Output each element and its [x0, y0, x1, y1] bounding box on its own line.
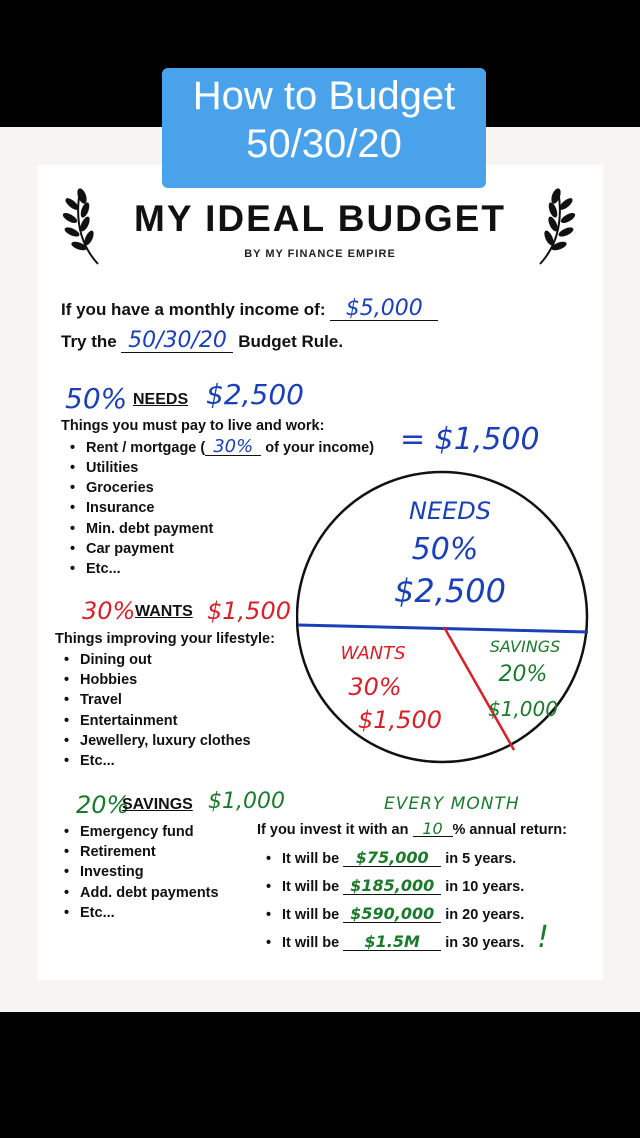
video-title-banner: [162, 68, 486, 188]
wants-description: Things improving your lifestyle:: [55, 631, 275, 647]
needs-heading: NEEDS: [133, 391, 189, 408]
exclamation-mark: !: [537, 920, 550, 955]
pie-needs-divider: [298, 625, 588, 632]
invest-prefix: If you invest it with an: [257, 822, 409, 838]
list-item: • Etc...: [62, 751, 251, 771]
pie-wants-percent: 30%: [348, 673, 402, 701]
list-item: [262, 873, 524, 901]
pie-savings-amount: $1,000: [488, 697, 558, 721]
rent-amount: = $1,500: [400, 422, 540, 457]
pie-savings-percent: 20%: [498, 662, 548, 687]
future-amount: $590,000: [343, 906, 441, 923]
needs-description: Things you must pay to live and work:: [61, 418, 325, 434]
list-item: • Etc...: [68, 559, 213, 579]
list-item: [262, 845, 524, 873]
rule-line: [61, 330, 343, 353]
list-item: • Hobbies: [62, 670, 251, 690]
list-item: • Etc...: [62, 903, 219, 923]
list-item: • Dining out: [62, 650, 251, 670]
savings-heading: SAVINGS: [122, 796, 193, 813]
future-years: in 5 years.: [445, 851, 517, 867]
wants-heading: WANTS: [135, 603, 193, 620]
income-label: If you have a monthly income of:: [61, 300, 326, 319]
banner-line-2: 50/30/20: [246, 122, 402, 166]
rent-prefix: Rent / mortgage (: [86, 440, 206, 456]
savings-amount: $1,000: [208, 789, 285, 814]
it-will-be-label: It will be: [282, 907, 340, 923]
list-item: • Add. debt payments: [62, 883, 219, 903]
list-item: • Investing: [62, 862, 219, 882]
every-month-note: EVERY MONTH: [384, 794, 520, 814]
savings-list: [62, 822, 219, 923]
list-item: • Insurance: [68, 498, 213, 518]
it-will-be-label: It will be: [282, 879, 340, 895]
pie-savings-label: SAVINGS: [489, 637, 561, 656]
list-item: • Min. debt payment: [68, 519, 213, 539]
future-amount: $75,000: [343, 850, 441, 867]
income-value: $5,000: [330, 298, 438, 321]
right-laurel-icon: [528, 186, 580, 266]
list-item: [262, 901, 524, 929]
list-item: • Utilities: [68, 458, 213, 478]
list-item: [262, 929, 524, 957]
rule-prefix: Try the: [61, 332, 117, 351]
list-item: • Retirement: [62, 842, 219, 862]
future-amount: $1.5M: [343, 934, 441, 951]
rent-percent: 30%: [205, 439, 261, 456]
list-item: • Jewellery, luxury clothes: [62, 731, 251, 751]
wants-percent: 30%: [82, 597, 136, 625]
rule-suffix: Budget Rule.: [238, 332, 344, 351]
rule-value: 50/30/20: [121, 330, 233, 353]
banner-line-1: How to Budget: [192, 74, 456, 118]
worksheet-title: MY IDEAL BUDGET: [134, 198, 506, 239]
rent-line: [68, 438, 374, 458]
worksheet-subtitle: BY MY FINANCE EMPIRE: [244, 248, 396, 260]
pie-wants-label: WANTS: [340, 643, 406, 664]
future-years: in 10 years.: [445, 879, 525, 895]
list-item: • Car payment: [68, 539, 213, 559]
needs-percent: 50%: [65, 382, 128, 415]
needs-amount: $2,500: [206, 378, 304, 411]
wants-amount: $1,500: [207, 597, 291, 625]
pie-needs-label: NEEDS: [409, 497, 491, 525]
savings-percent: 20%: [76, 791, 130, 819]
rent-suffix: of your income): [265, 440, 375, 456]
pie-needs-percent: 50%: [411, 532, 479, 567]
left-laurel-icon: [58, 186, 110, 266]
pie-needs-amount: $2,500: [394, 572, 506, 610]
it-will-be-label: It will be: [282, 851, 340, 867]
needs-list: [68, 458, 213, 579]
invest-line: [257, 819, 567, 838]
wants-list: [62, 650, 251, 771]
list-item: • Entertainment: [62, 711, 251, 731]
invest-suffix: % annual return:: [452, 822, 567, 838]
invest-rate: 10: [413, 822, 453, 837]
list-item: • Emergency fund: [62, 822, 219, 842]
future-years: in 30 years.: [445, 935, 525, 951]
income-line: [61, 298, 438, 321]
list-item: • Groceries: [68, 478, 213, 498]
list-item: • Travel: [62, 690, 251, 710]
future-value-list: [262, 845, 524, 957]
it-will-be-label: It will be: [282, 935, 340, 951]
pie-wants-amount: $1,500: [358, 706, 442, 734]
future-amount: $185,000: [343, 878, 441, 895]
future-years: in 20 years.: [445, 907, 525, 923]
